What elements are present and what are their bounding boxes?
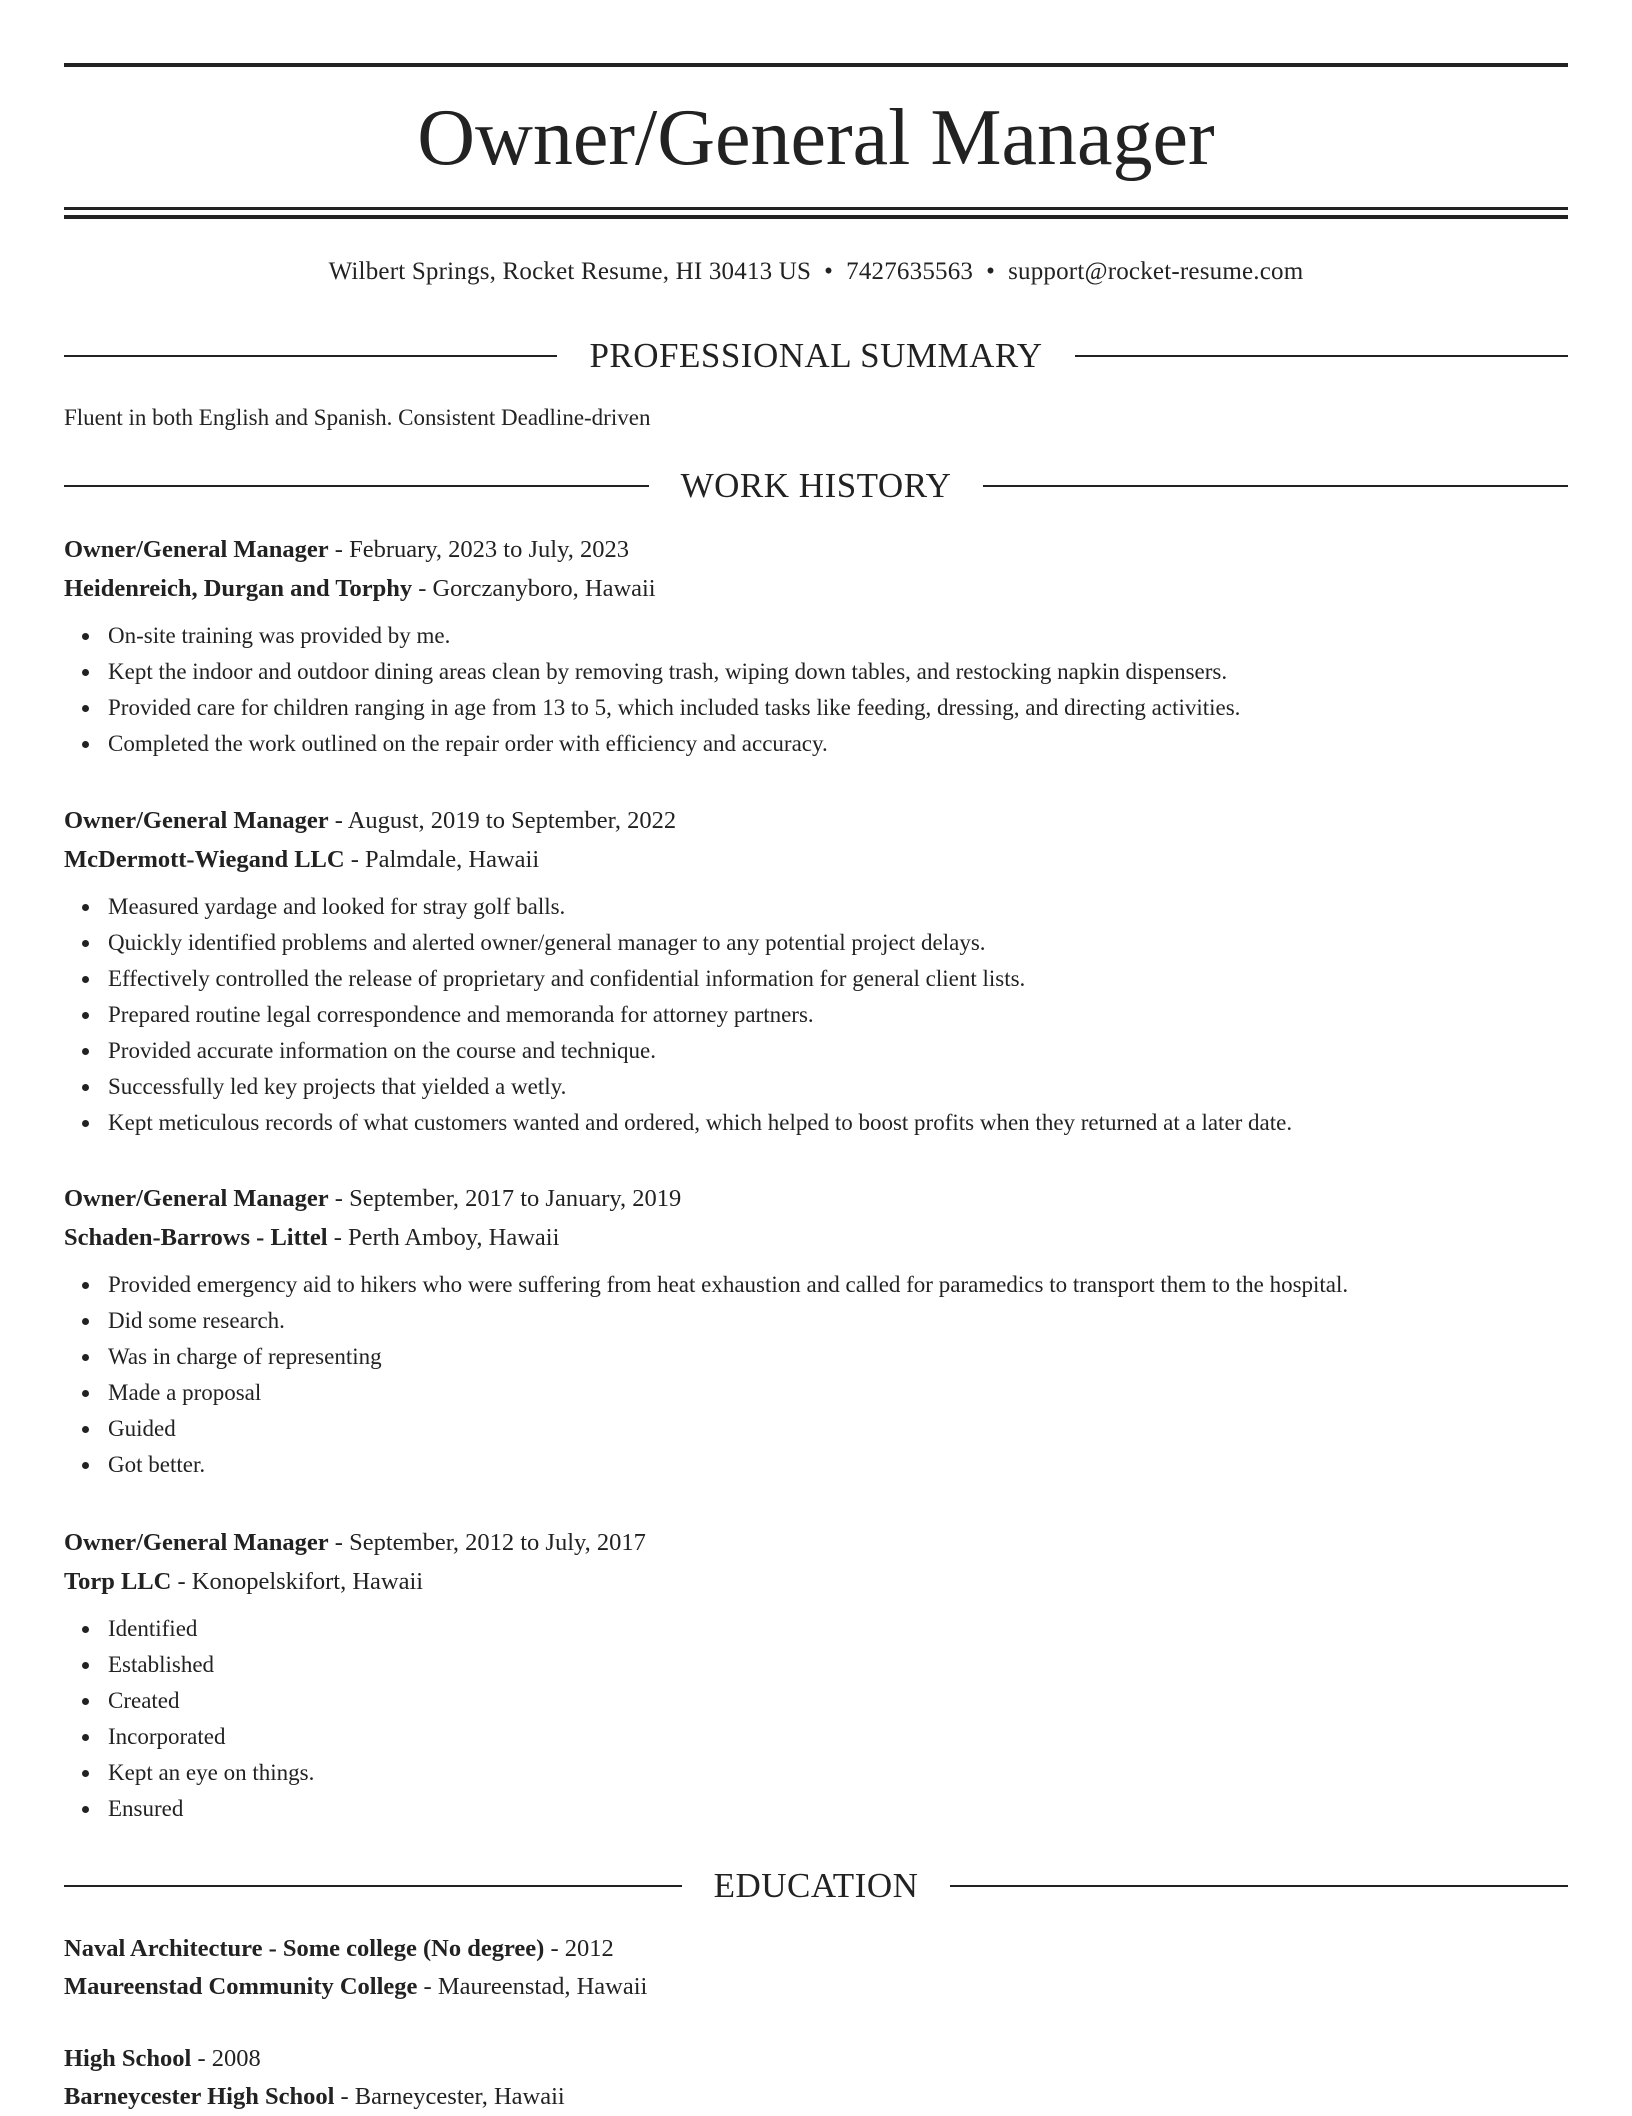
job-dates: - February, 2023 to July, 2023 [328, 536, 629, 563]
list-item: Did some research. [108, 1303, 1568, 1339]
list-item: Established [108, 1647, 1568, 1683]
education-entry [64, 1930, 1568, 2006]
list-item: Ensured [108, 1791, 1568, 1827]
summary-text: Fluent in both English and Spanish. Consistent Deadline-driven [64, 405, 651, 430]
job-title-line [64, 1179, 1568, 1218]
contact-line [64, 254, 1568, 290]
section-heading-education [64, 1864, 1568, 1908]
education-school: Maureenstad Community College [64, 1973, 418, 2000]
job-company: Heidenreich, Durgan and Torphy [64, 575, 413, 602]
contact-phone: 7427635563 [846, 258, 974, 285]
list-item: Was in charge of representing [108, 1339, 1568, 1375]
section-heading-summary [64, 334, 1568, 378]
candidate-name: Owner/General Manager [417, 94, 1215, 182]
job-entry [64, 1179, 1568, 1483]
section-title: EDUCATION [713, 1866, 919, 1905]
education-location: - Maureenstad, Hawaii [417, 1973, 648, 2000]
list-item: Kept an eye on things. [108, 1755, 1568, 1791]
job-title: Owner/General Manager [64, 807, 329, 834]
list-item: Provided emergency aid to hikers who were suffering from heat exhaustion and called for paramedics to transport them to the hospital. [108, 1267, 1568, 1303]
education-degree: Naval Architecture - Some college (No degree) [64, 1935, 545, 1962]
list-item: Prepared routine legal correspondence and memoranda for attorney partners. [108, 997, 1568, 1033]
section-heading-work-history [64, 464, 1568, 508]
list-item: Successfully led key projects that yielded a wetly. [108, 1069, 1568, 1105]
list-item: Identified [108, 1611, 1568, 1647]
education-degree-line [64, 2040, 1568, 2078]
education-school: Barneycester High School [64, 2083, 335, 2110]
list-item: Guided [108, 1411, 1568, 1447]
header-double-rule-upper [64, 207, 1568, 210]
contact-separator: • [986, 258, 996, 285]
job-company-line [64, 569, 1568, 608]
list-item: Created [108, 1683, 1568, 1719]
section-title: PROFESSIONAL SUMMARY [589, 336, 1043, 375]
job-title: Owner/General Manager [64, 1529, 329, 1556]
section-title: WORK HISTORY [680, 466, 952, 505]
job-bullets [64, 618, 1568, 762]
education-year: - 2008 [191, 2045, 261, 2072]
list-item: Incorporated [108, 1719, 1568, 1755]
list-item: Kept the indoor and outdoor dining areas clean by removing trash, wiping down tables, and restocking napkin dispensers. [108, 654, 1568, 690]
job-title-line [64, 1523, 1568, 1562]
section-rule-right [1075, 355, 1568, 357]
education-school-line [64, 2078, 1568, 2116]
job-company: Torp LLC [64, 1568, 172, 1595]
job-location: - Gorczanyboro, Hawaii [412, 575, 656, 602]
header-top-rule [64, 63, 1568, 67]
job-dates: - August, 2019 to September, 2022 [328, 807, 677, 834]
job-company: McDermott-Wiegand LLC [64, 846, 345, 873]
job-bullets [64, 889, 1568, 1141]
job-company-line [64, 1562, 1568, 1601]
list-item: Effectively controlled the release of proprietary and confidential information for general client lists. [108, 961, 1568, 997]
job-bullets [64, 1267, 1568, 1483]
list-item: Provided accurate information on the course and technique. [108, 1033, 1568, 1069]
job-entry [64, 801, 1568, 1141]
list-item: Measured yardage and looked for stray golf balls. [108, 889, 1568, 925]
job-entry [64, 1523, 1568, 1827]
list-item: On-site training was provided by me. [108, 618, 1568, 654]
job-dates: - September, 2017 to January, 2019 [328, 1185, 682, 1212]
job-title-line [64, 801, 1568, 840]
job-entry [64, 530, 1568, 762]
education-school-line [64, 1968, 1568, 2006]
section-rule-right [983, 485, 1568, 487]
contact-email[interactable]: support@rocket-resume.com [1008, 258, 1304, 285]
job-title-line [64, 530, 1568, 569]
education-year: - 2012 [544, 1935, 614, 1962]
job-title: Owner/General Manager [64, 536, 329, 563]
job-company: Schaden-Barrows - Littel [64, 1224, 328, 1251]
list-item: Completed the work outlined on the repair order with efficiency and accuracy. [108, 726, 1568, 762]
section-rule-left [64, 1885, 682, 1887]
job-dates: - September, 2012 to July, 2017 [328, 1529, 646, 1556]
education-degree: High School [64, 2045, 192, 2072]
job-bullets [64, 1611, 1568, 1827]
list-item: Kept meticulous records of what customers wanted and ordered, which helped to boost profits when they returned at a later date. [108, 1105, 1568, 1141]
section-rule-right [950, 1885, 1568, 1887]
job-company-line [64, 1218, 1568, 1257]
header-double-rule-lower [64, 215, 1568, 219]
job-title: Owner/General Manager [64, 1185, 329, 1212]
education-entry [64, 2040, 1568, 2116]
education-location: - Barneycester, Hawaii [334, 2083, 565, 2110]
job-location: - Konopelskifort, Hawaii [171, 1568, 424, 1595]
contact-address: Wilbert Springs, Rocket Resume, HI 30413 US [328, 258, 812, 285]
education-degree-line [64, 1930, 1568, 1968]
list-item: Provided care for children ranging in age from 13 to 5, which included tasks like feeding, dressing, and directing activities. [108, 690, 1568, 726]
section-rule-left [64, 485, 649, 487]
section-rule-left [64, 355, 557, 357]
list-item: Made a proposal [108, 1375, 1568, 1411]
job-location: - Palmdale, Hawaii [344, 846, 540, 873]
list-item: Quickly identified problems and alerted owner/general manager to any potential project delays. [108, 925, 1568, 961]
job-company-line [64, 840, 1568, 879]
job-location: - Perth Amboy, Hawaii [327, 1224, 560, 1251]
contact-separator: • [824, 258, 834, 285]
list-item: Got better. [108, 1447, 1568, 1483]
